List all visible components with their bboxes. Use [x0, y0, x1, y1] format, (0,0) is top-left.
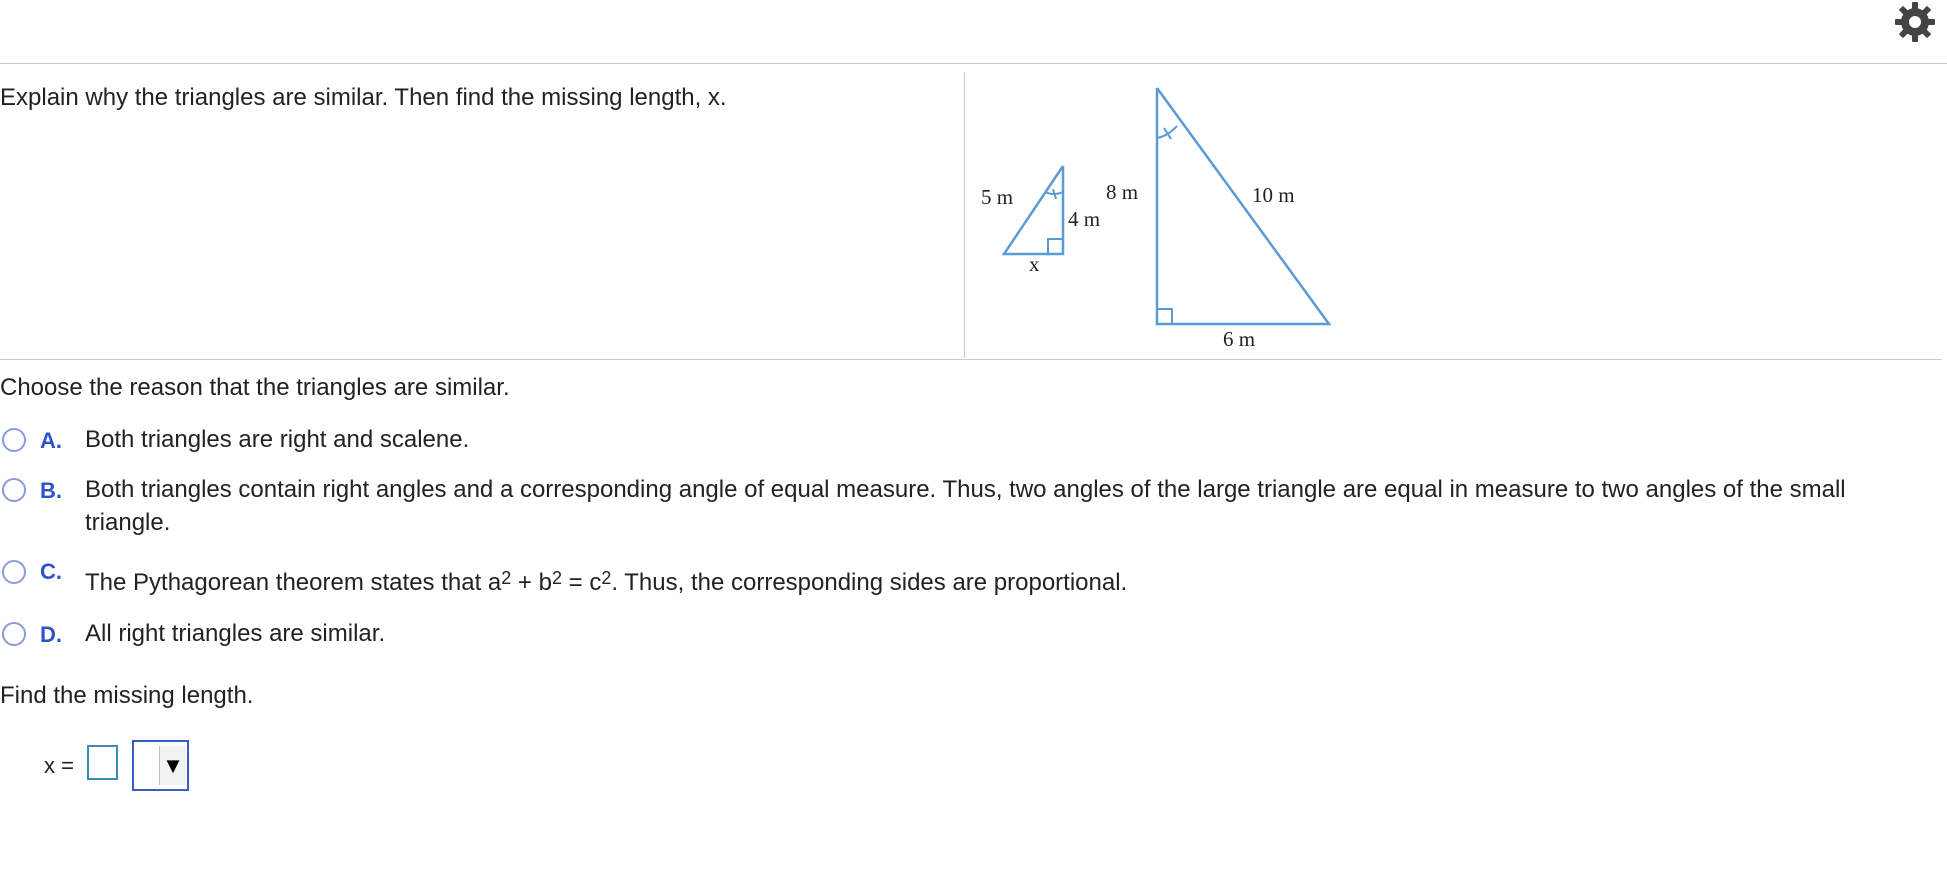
missing-length-prompt: Find the missing length.	[0, 682, 254, 709]
exponent-b: 2	[551, 568, 562, 588]
choice-b-letter: B.	[40, 478, 62, 503]
triangles-figure	[970, 78, 1350, 353]
choice-c-text-b: + b	[511, 569, 552, 596]
figure-divider	[964, 72, 965, 358]
choice-a-radio[interactable]	[2, 428, 26, 452]
choice-d-radio[interactable]	[2, 622, 26, 646]
large-base-label: 6 m	[1223, 327, 1256, 351]
choice-d[interactable]	[0, 620, 1920, 656]
question-text: Explain why the triangles are similar. Then find the missing length, x.	[0, 84, 727, 111]
choice-a[interactable]	[0, 426, 1920, 462]
gear-icon[interactable]	[1893, 0, 1937, 44]
choice-c-text-before: The Pythagorean theorem states that a	[85, 569, 502, 596]
exponent-a: 2	[501, 568, 512, 588]
small-base-label: x	[1029, 252, 1040, 276]
large-triangle	[1157, 88, 1329, 324]
choice-a-letter: A.	[40, 428, 62, 453]
choice-c-radio[interactable]	[2, 560, 26, 584]
choice-b-radio[interactable]	[2, 478, 26, 502]
question-divider	[0, 359, 1942, 360]
small-leg-label: 4 m	[1068, 207, 1101, 231]
small-hypotenuse-label: 5 m	[981, 185, 1014, 209]
reason-prompt: Choose the reason that the triangles are similar.	[0, 374, 510, 401]
small-triangle	[1004, 166, 1063, 254]
choice-a-text: Both triangles are right and scalene.	[85, 426, 470, 453]
unit-dropdown[interactable]	[132, 740, 189, 791]
large-hypotenuse-label: 10 m	[1252, 183, 1295, 207]
large-leg-label: 8 m	[1106, 180, 1139, 204]
choice-c-text-c: = c	[561, 569, 602, 596]
choice-c[interactable]	[0, 560, 1920, 600]
choice-b[interactable]	[0, 476, 1920, 542]
answer-input[interactable]	[87, 745, 118, 780]
exponent-c: 2	[601, 568, 612, 588]
choice-d-text: All right triangles are similar.	[85, 620, 386, 647]
choice-c-text	[85, 566, 1915, 601]
choice-c-letter: C.	[40, 559, 62, 584]
choice-c-text-after: . Thus, the corresponding sides are proportional.	[611, 569, 1128, 596]
dropdown-arrow-icon[interactable]: ▼	[159, 746, 186, 785]
top-divider	[0, 63, 1947, 64]
choice-b-text: Both triangles contain right angles and a corresponding angle of equal measure. Thus, two angles of the large triangle are equal in measure to two angles of the small triangle.	[85, 476, 1846, 536]
choice-d-letter: D.	[40, 622, 62, 647]
answer-label: x =	[44, 753, 74, 778]
